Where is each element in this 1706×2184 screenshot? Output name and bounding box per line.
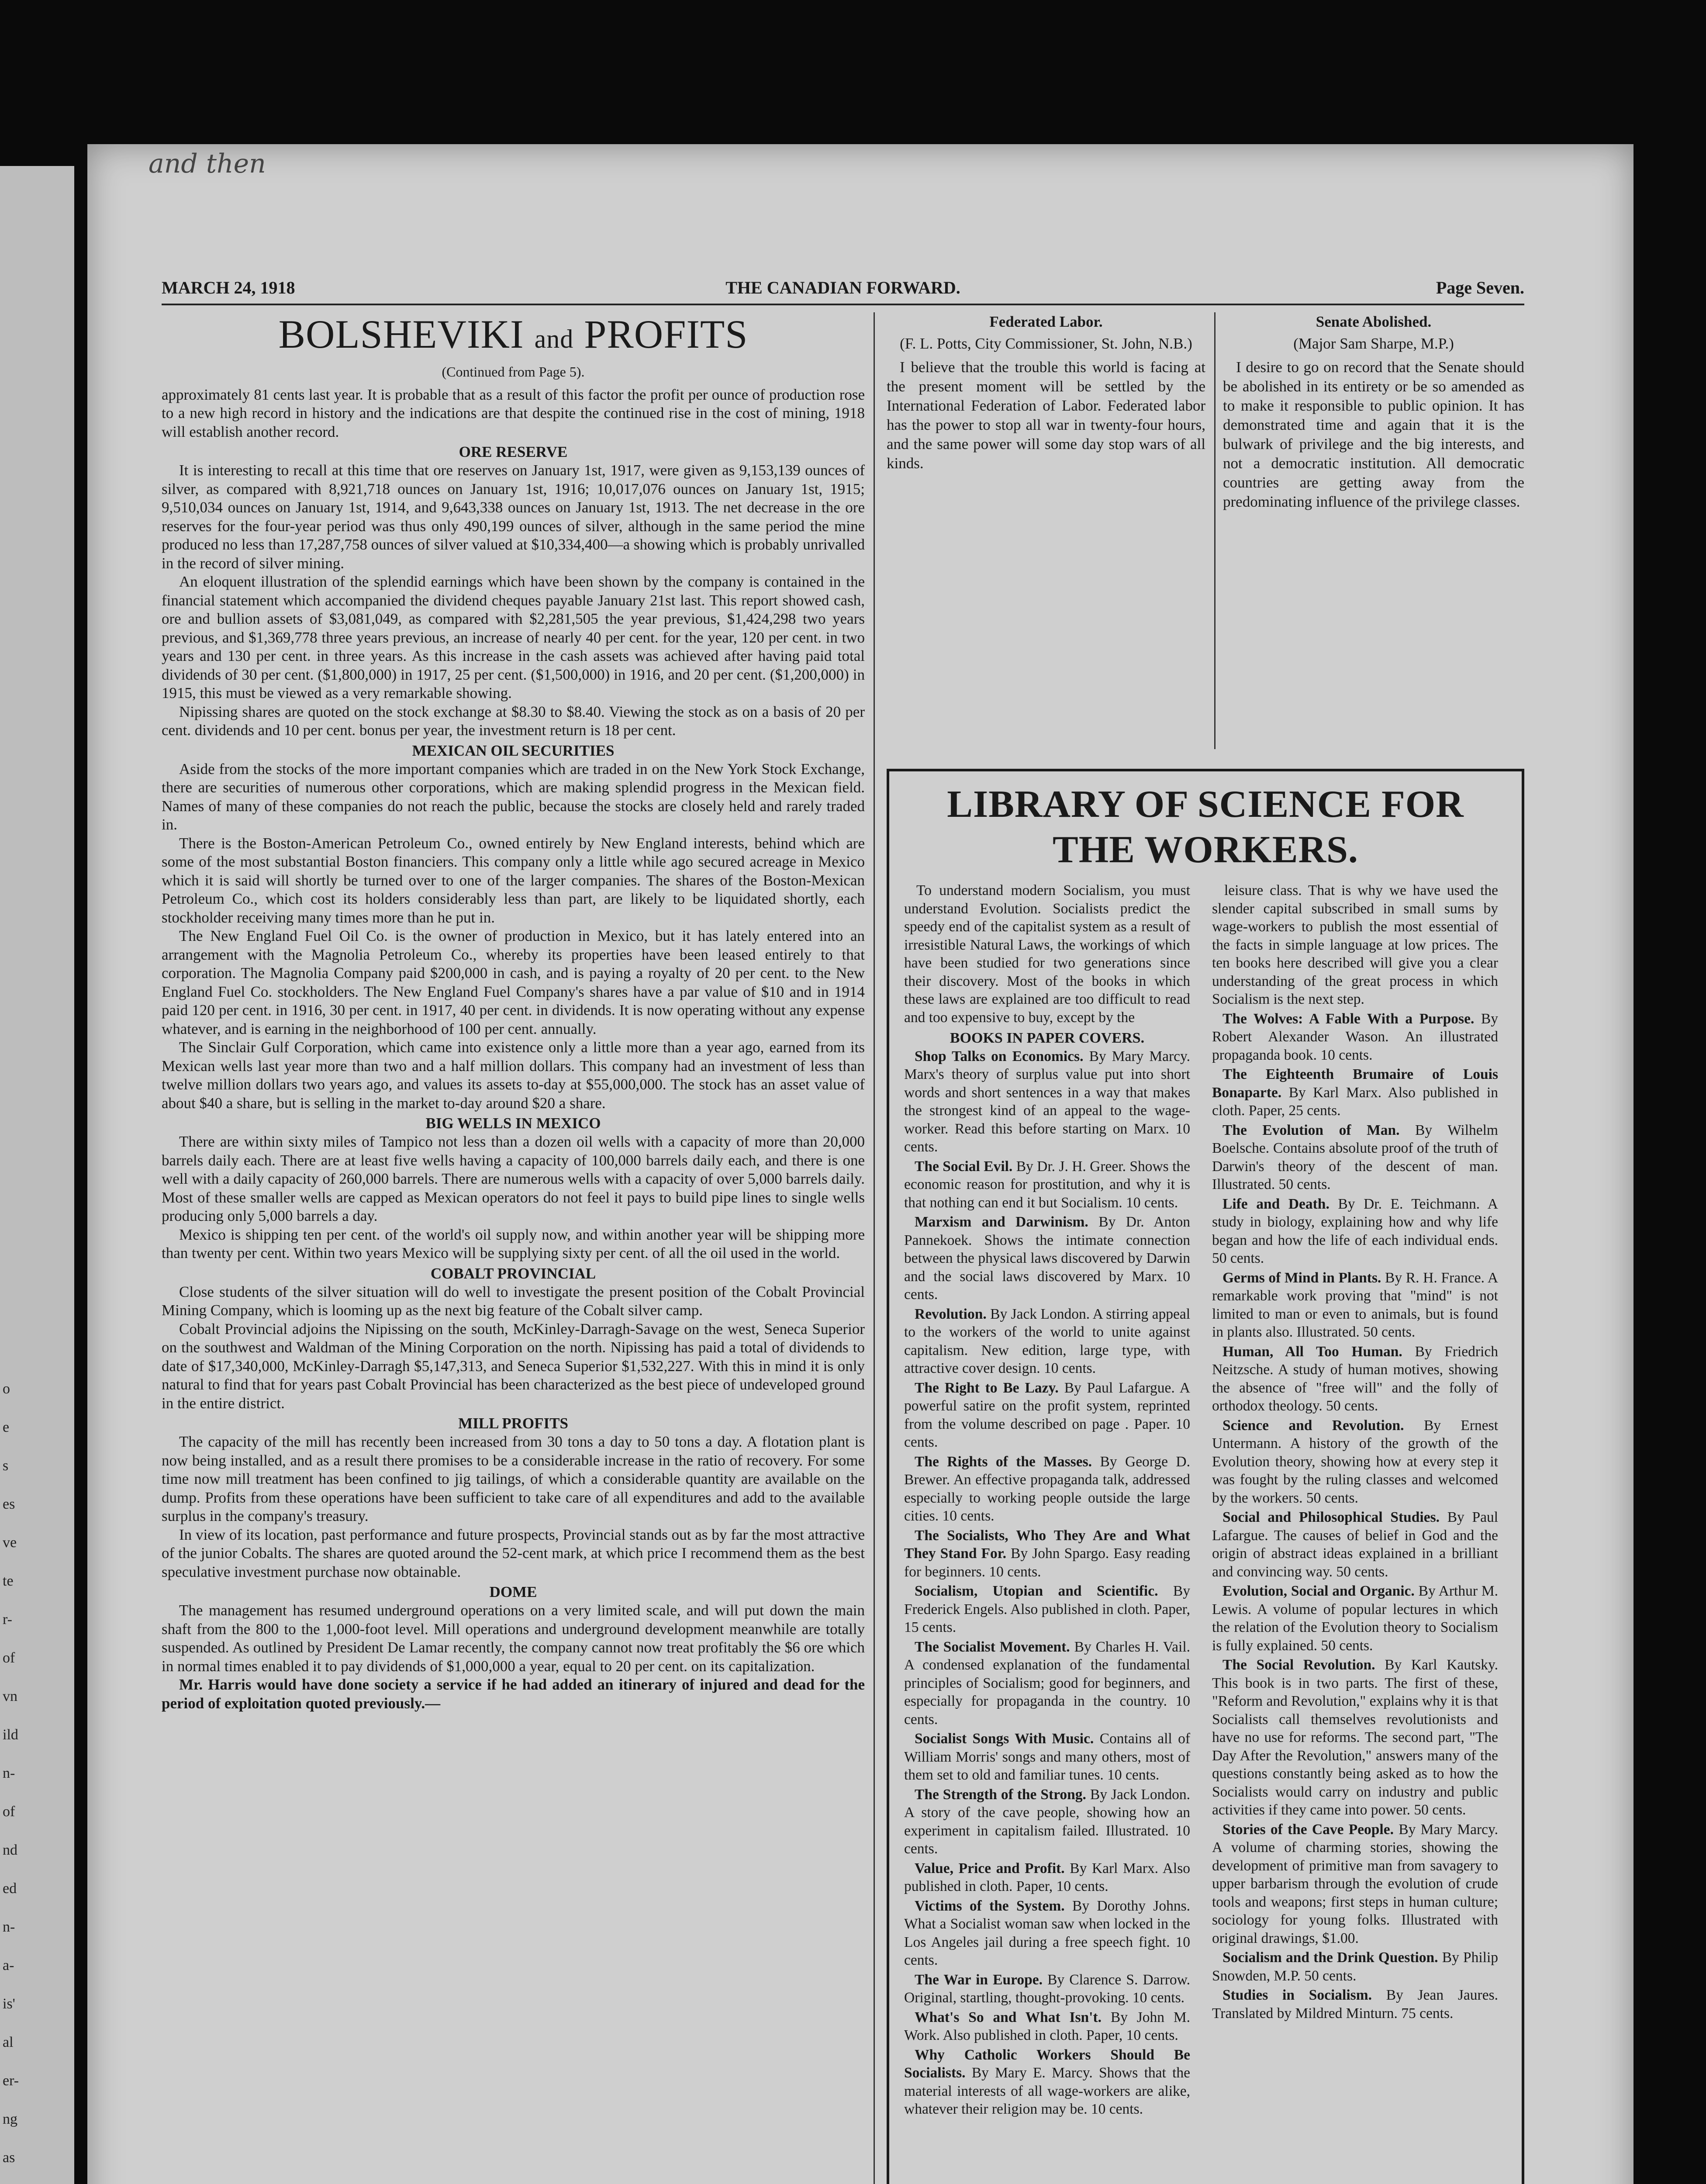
paragraph: The management has resumed underground operations on a very limited scale, and will put down the main shaft from the 800 to the 1,000-foot level. Mill operations and underground development meanwhile are totally suspended. As outlined by President De Lamar recently, the company cannot now treat profitably the $6 ore which in normal times enabled it to pay dividends of $1,000,000 a year, equal to 20 per cent. on its capitalization. bbox=[162, 1602, 865, 1675]
bolsheviki-article bbox=[162, 312, 865, 1713]
page-number: Page Seven. bbox=[1436, 278, 1524, 297]
margin-fragment: er- bbox=[3, 2073, 19, 2089]
book-title: Socialist Songs With Music. bbox=[915, 1731, 1094, 1747]
book-description: Contains all of William Morris' songs and many others, most of them set to old and familiar tunes. 10 cents. bbox=[904, 1731, 1190, 1783]
book-entry bbox=[904, 1786, 1190, 1858]
paragraph: I desire to go on record that the Senate should be abolished in its entirety or be so amended as to make it responsible to public opinion. It has demonstrated time and again that it is the bulwark of privilege and the big interests, and not a democratic institution. All democratic countries are getting away from the predominating influence of the privilege classes. bbox=[1223, 359, 1524, 510]
handwritten-note: and then bbox=[148, 149, 266, 179]
book-title: The War in Europe. bbox=[915, 1971, 1043, 1988]
book-title: The Rights of the Masses. bbox=[915, 1453, 1092, 1470]
book-title: Studies in Socialism. bbox=[1223, 1987, 1372, 2003]
book-title: The Wolves: A Fable With a Purpose. bbox=[1223, 1010, 1475, 1027]
newspaper-page bbox=[87, 144, 1633, 2184]
continued-note: (Continued from Page 5). bbox=[442, 364, 585, 380]
paragraph: An eloquent illustration of the splendid earnings which have been shown by the company is contained in the financial statement which accompanied the dividend cheques payable January 21st last. This report showed cash, ore and bullion assets of $3,081,049, as compared with $2,281,505 the year previous, $1,424,298 two years previous, and $1,369,778 three years previous, an increase of nearly 40 per cent. for the year, 120 per cent. in two years and 130 per cent. in three years. As this increase in the cash assets was achieved after having paid total dividends of 30 per cent. ($1,800,000) in 1917, 25 per cent. ($1,500,000) in 1916, and 20 per cent. ($1,200,000) in 1915, this must be viewed as a very remarkable showing. bbox=[162, 573, 865, 702]
book-description: By Paul Lafargue. A powerful satire on the profit system, reprinted from the volume described on page . Paper. 10 cents. bbox=[904, 1379, 1190, 1450]
book-description: By Jean Jaures. Translated by Mildred Minturn. 75 cents. bbox=[1212, 1987, 1498, 2022]
book-description: By Frederick Engels. Also published in cloth. Paper, 15 cents. bbox=[904, 1583, 1190, 1635]
book-title: The Evolution of Man. bbox=[1223, 1122, 1400, 1138]
book-description: By Dr. J. H. Greer. Shows the economic reason for prostitution, and why it is that nothing can end it but Socialism. 10 cents. bbox=[904, 1158, 1190, 1211]
margin-fragment: ve bbox=[3, 1534, 17, 1551]
book-title: The Social Evil. bbox=[915, 1158, 1013, 1175]
book-title: Victims of the System. bbox=[915, 1897, 1065, 1914]
book-entry bbox=[1212, 1343, 1498, 1415]
book-title: Stories of the Cave People. bbox=[1223, 1821, 1394, 1838]
book-description: By R. H. France. A remarkable work proving that "mind" is not limited to man or even to animals, but is found in plants also. Illustrated. 50 cents. bbox=[1212, 1269, 1499, 1340]
book-entry bbox=[1212, 1582, 1498, 1655]
section-heading: COBALT PROVINCIAL bbox=[430, 1265, 596, 1282]
margin-fragment: ild bbox=[3, 1727, 18, 1743]
book-entry bbox=[904, 1527, 1190, 1581]
paragraph: Mr. Harris would have done society a service if he had added an itinerary of injured and dead for the period of exploitation quoted previously.— bbox=[162, 1676, 865, 1712]
book-entry bbox=[1212, 1195, 1498, 1268]
book-title: Life and Death. bbox=[1223, 1196, 1330, 1212]
masthead bbox=[162, 277, 1524, 305]
intro-paragraph: To understand modern Socialism, you must understand Evolution. Socialists predict the speedy end of the capitalist system as a result of irresistible Natural Laws, the workings of which have been studied for two generations since their discovery. Most of the books in which these laws are explained are too difficult to read and too expensive to buy, except by the bbox=[904, 882, 1190, 1026]
book-description: By Jack London. A story of the cave people, showing how an experiment in capitalism failed. Illustrated. 10 cents. bbox=[904, 1786, 1190, 1857]
book-title: Evolution, Social and Organic. bbox=[1223, 1583, 1415, 1599]
margin-fragment: vn bbox=[3, 1688, 17, 1704]
book-entry bbox=[904, 1158, 1190, 1212]
library-column-right bbox=[1212, 881, 1498, 2024]
book-description: By Charles H. Vail. A condensed explanation of the fundamental principles of Socialism; good for beginners, and especially for propaganda in the country. 10 cents. bbox=[904, 1638, 1191, 1728]
book-entry bbox=[1212, 1949, 1498, 1985]
book-title: The Eighteenth Brumaire of Louis Bonaparte. bbox=[1212, 1066, 1498, 1101]
paragraph: Nipissing shares are quoted on the stock exchange at $8.30 to $8.40. Viewing the stock as on a basis of 20 per cent. dividends and 10 per cent. bonus per year, the investment return is 18 per cent. bbox=[162, 703, 865, 739]
paragraph: Cobalt Provincial adjoins the Nipissing on the south, McKinley-Darragh-Savage on the west, Seneca Superior on the southwest and Waldman of the Mining Corporation on the north. Nipissing has paid a total of dividends to date of $17,340,000, McKinley-Darragh $5,147,313, and Seneca Superior $1,532,227. With this in mind it is only natural to find that for years past Cobalt Provincial has been characterized as the best piece of undeveloped ground in the entire district. bbox=[162, 1320, 865, 1412]
book-title: Why Catholic Workers Should Be Socialists. bbox=[904, 2046, 1190, 2081]
paragraph: It is interesting to recall at this time that ore reserves on January 1st, 1917, were given as 9,153,139 ounces of silver, as compared with 8,921,718 ounces on January 1st, 1916; 10,017,076 ounces on January 1st, 1915; 9,510,034 ounces on January 1st, 1914, and 9,643,338 ounces on January 1st, 1913. The net decrease in the ore reserves for the four-year period was thus only 490,199 ounces of silver, although in the same period the mine produced no less than 17,287,758 ounces of silver valued at $10,334,400—a showing which is probably unrivalled in the record of silver mining. bbox=[162, 462, 865, 572]
section-heading: MILL PROFITS bbox=[458, 1415, 568, 1432]
library-title: LIBRARY OF SCIENCE FOR THE WORKERS. bbox=[947, 783, 1464, 871]
book-entry bbox=[904, 2008, 1190, 2045]
book-description: By Clarence S. Darrow. Original, startling, thought-provoking. 10 cents. bbox=[904, 1971, 1190, 2006]
paragraph: In view of its location, past performance and future prospects, Provincial stands out as by far the most attractive of the junior Cobalts. The shares are quoted around the 52-cent mark, at which price I recommend them as the best speculative investment purchase now obtainable. bbox=[162, 1526, 865, 1580]
margin-fragment: e bbox=[3, 1419, 10, 1435]
book-title: Marxism and Darwinism. bbox=[915, 1214, 1088, 1230]
book-entry bbox=[1212, 1986, 1498, 2022]
book-description: By Mary Marcy. A volume of charming stories, showing the development of primitive man from savagery to upper barbarism through the evolution of crude tools and weapons; first steps in human culture; sociology for young folks. Illustrated with original drawings, $1.00. bbox=[1212, 1821, 1499, 1946]
book-entry bbox=[904, 1379, 1190, 1451]
book-description: By Wilhelm Boelsche. Contains absolute proof of the truth of Darwin's theory of the descent of man. Illustrated. 50 cents. bbox=[1212, 1122, 1498, 1192]
paper-name: THE CANADIAN FORWARD. bbox=[725, 278, 960, 297]
book-title: Socialism, Utopian and Scientific. bbox=[915, 1583, 1158, 1599]
margin-fragment: ed bbox=[3, 1880, 17, 1897]
book-entry bbox=[1212, 1121, 1498, 1194]
book-description: By Dr. Anton Pannekoek. Shows the intimate connection between the physical laws discovered by Darwin and the social laws discovered by Marx. 10 cents. bbox=[904, 1214, 1191, 1303]
margin-fragment: a- bbox=[3, 1957, 14, 1973]
paragraph: Aside from the stocks of the more important companies which are traded in on the New York Stock Exchange, there are securities of numerous other corporations, which are making splendid progress in the Mexican field. Names of many of these companies do not reach the public, because the stocks are closely held and rarely traded in. bbox=[162, 760, 865, 833]
book-entry bbox=[904, 1047, 1190, 1156]
section-heading: BOOKS IN PAPER COVERS. bbox=[950, 1030, 1145, 1046]
book-description: By Arthur M. Lewis. A volume of popular lectures in which the relation of the Evolution theory to Socialism is fully explained. 50 cents. bbox=[1212, 1583, 1498, 1654]
book-description: By Karl Marx. Also published in cloth. Paper, 10 cents. bbox=[904, 1860, 1191, 1894]
federated-labor-item bbox=[887, 312, 1205, 473]
book-title: Human, All Too Human. bbox=[1223, 1343, 1402, 1360]
book-entry bbox=[1212, 1656, 1498, 1819]
book-description: By George D. Brewer. An effective propaganda talk, addressed especially to working people outside the large cities. 10 cents. bbox=[904, 1453, 1190, 1524]
paragraph: Mexico is shipping ten per cent. of the world's oil supply now, and within another year will be shipping more than twenty per cent. Within two years Mexico will be supplying sixty per cent. of all the oil used in the world. bbox=[162, 1226, 865, 1261]
margin-fragment: of bbox=[3, 1650, 15, 1666]
paragraph: I believe that the trouble this world is facing at the present moment will be settled by the International Federation of Labor. Federated labor has the power to stop all war in twenty-four hours, and the same power will some day stop wars of all kinds. bbox=[887, 359, 1205, 472]
book-entry bbox=[1212, 1065, 1498, 1120]
book-title: Shop Talks on Economics. bbox=[915, 1048, 1084, 1064]
library-column-left bbox=[904, 881, 1190, 2120]
item-title: Senate Abolished. bbox=[1316, 313, 1432, 330]
book-description: By Philip Snowden, M.P. 50 cents. bbox=[1212, 1949, 1499, 1984]
book-entry bbox=[1212, 1417, 1498, 1507]
book-title: Germs of Mind in Plants. bbox=[1223, 1269, 1381, 1286]
book-title: Social and Philosophical Studies. bbox=[1223, 1509, 1440, 1525]
margin-fragment: of bbox=[3, 1804, 15, 1820]
book-title: Socialism and the Drink Question. bbox=[1223, 1949, 1438, 1966]
margin-fragment: is' bbox=[3, 1996, 15, 2012]
book-entry bbox=[904, 1305, 1190, 1378]
book-description: By Dorothy Johns. What a Socialist woman saw when locked in the Los Angeles jail during a free speech fight. 10 cents. bbox=[904, 1897, 1191, 1968]
book-description: By Dr. E. Teichmann. A study in biology, explaining how and why life began and how the life of each individual ends. 50 cents. bbox=[1212, 1196, 1498, 1266]
book-title: The Socialist Movement. bbox=[915, 1638, 1070, 1655]
section-heading: BIG WELLS IN MEXICO bbox=[425, 1115, 601, 1132]
column-divider bbox=[874, 312, 875, 2184]
paragraph: There is the Boston-American Petroleum Co., owned entirely by New England interests, behind which are some of the most substantial Boston financiers. This company only a little while ago secured acreage in Mexico which it is said will shortly be turned over to one of the larger companies. The shares of the Boston-Mexican Petroleum Co., which cost its holders considerably less than part, are likely to be liquidated shortly, each stockholder receiving many times more than he put in. bbox=[162, 834, 865, 926]
book-title: Revolution. bbox=[915, 1306, 987, 1322]
margin-fragment: te bbox=[3, 1573, 14, 1589]
paragraph: Close students of the silver situation will do well to investigate the present position of the Cobalt Provincial Mining Company, which is looming up as the next big feature of the Cobalt silver camp. bbox=[162, 1283, 865, 1319]
book-entry bbox=[904, 1638, 1190, 1729]
byline: (F. L. Potts, City Commissioner, St. John, N.B.) bbox=[900, 335, 1192, 352]
book-description: By Karl Marx. Also published in cloth. Paper, 25 cents. bbox=[1212, 1084, 1499, 1119]
paragraph: approximately 81 cents last year. It is probable that as a result of this factor the profit per ounce of production rose to a new high record in history and the indications are that despite the continued rise in the cost of mining, 1918 will establish another record. bbox=[162, 386, 865, 440]
book-title: The Right to Be Lazy. bbox=[915, 1379, 1059, 1396]
book-title: Science and Revolution. bbox=[1223, 1417, 1404, 1434]
book-entry bbox=[1212, 1821, 1498, 1948]
section-heading: ORE RESERVE bbox=[459, 443, 568, 460]
book-entry bbox=[904, 1453, 1190, 1525]
book-entry bbox=[904, 2046, 1190, 2118]
issue-date: MARCH 24, 1918 bbox=[162, 278, 295, 297]
book-description: By Friedrich Neitzsche. A study of human motives, showing the absence of "free will" and the folly of orthodox theology. 50 cents. bbox=[1212, 1343, 1498, 1414]
paragraph: There are within sixty miles of Tampico not less than a dozen oil wells with a capacity of more than 20,000 barrels daily each. There are at least five wells having a capacity of 100,000 barrels daily each, and there is one well with a daily capacity of 260,000 barrels. There are numerous wells with a capacity of over 5,000 barrels daily. Most of these smaller wells are capped as Mexican operators do not feel it pays to build pipe lines to single wells producing only 5,000 barrels a day. bbox=[162, 1133, 865, 1224]
book-title: What's So and What Isn't. bbox=[915, 2009, 1102, 2025]
book-description: By Ernest Untermann. A history of the growth of the Evolution theory, showing how at every step it was fought by the ruling classes and welcomed by the workers. 50 cents. bbox=[1212, 1417, 1498, 1506]
margin-fragment: o bbox=[3, 1381, 10, 1397]
item-title: Federated Labor. bbox=[989, 313, 1103, 330]
book-entry bbox=[904, 1213, 1190, 1304]
book-description: By Paul Lafargue. The causes of belief in God and the origin of abstract ideas explained in a brilliant and convincing way. 50 cents. bbox=[1212, 1509, 1499, 1580]
paragraph: The capacity of the mill has recently been increased from 30 tons a day to 50 tons a day. A flotation plant is now being installed, and as a result there promises to be a considerable increase in the ratio of recovery. For some time now mill treatment has been confined to jig tailings, of which a considerable quantity are available on the dump. Profits from these operations have been sufficient to take care of all expenditures and add to the available surplus in the company's treasury. bbox=[162, 1433, 865, 1524]
book-description: By John Spargo. Easy reading for beginners. 10 cents. bbox=[904, 1545, 1191, 1580]
book-entry bbox=[904, 1730, 1190, 1784]
book-description: By Jack London. A stirring appeal to the workers of the world to unite against capitalism. New edition, large type, with attractive cover design. 10 cents. bbox=[904, 1306, 1191, 1376]
book-description: By John M. Work. Also published in cloth. Paper, 10 cents. bbox=[904, 2009, 1191, 2043]
margin-fragment: es bbox=[3, 1496, 15, 1512]
book-description: By Mary E. Marcy. Shows that the material interests of all wage-workers are alike, whatever their religion may be. 10 cents. bbox=[904, 2065, 1190, 2117]
book-entry bbox=[1212, 1010, 1498, 1064]
margin-fragment: s bbox=[3, 1458, 9, 1474]
book-entry bbox=[904, 1897, 1190, 1970]
paragraph: The Sinclair Gulf Corporation, which came into existence only a little more than a year ago, earned from its Mexican wells last year more than two and a half million dollars. This company had an investment of less than twelve million dollars two years ago, and values its assets to-day at $55,000,000. The stock has an asset value of about $40 a share, but is selling in the market to-day around $20 a share. bbox=[162, 1039, 865, 1112]
section-heading: MEXICAN OIL SECURITIES bbox=[412, 742, 615, 759]
article-title: BOLSHEVIKI and PROFITS bbox=[278, 312, 748, 356]
margin-fragment: nd bbox=[3, 1842, 17, 1858]
book-entry bbox=[1212, 1269, 1498, 1341]
book-description: By Robert Alexander Wason. An illustrated propaganda book. 10 cents. bbox=[1212, 1010, 1499, 1063]
margin-fragment: al bbox=[3, 2034, 14, 2050]
column-divider bbox=[1214, 312, 1216, 749]
margin-fragment: as bbox=[3, 2149, 15, 2166]
senate-abolished-item bbox=[1223, 312, 1524, 511]
book-title: The Socialists, Who They Are and What They Stand For. bbox=[904, 1527, 1190, 1562]
book-title: The Strength of the Strong. bbox=[915, 1786, 1086, 1803]
paragraph: The New England Fuel Oil Co. is the owner of production in Mexico, but it has lately entered into an arrangement with the Magnolia Petroleum Co., whereby its properties have been leased entirely to that corporation. The Magnolia Company paid $200,000 in cash, and is paying a royalty of 20 per cent. to the New England Fuel Co. stockholders. The New England Fuel Company's shares have a par value of $10 and in 1914 paid 120 per cent. in 1916, 30 per cent. in 1917, 40 per cent. in dividends. It is now operating without any expense whatever, and is earning in the neighborhood of 100 per cent. annually. bbox=[162, 927, 865, 1037]
margin-fragment: n- bbox=[3, 1919, 15, 1935]
book-entry bbox=[904, 1971, 1190, 2007]
book-title: The Social Revolution. bbox=[1223, 1657, 1375, 1673]
book-title: Value, Price and Profit. bbox=[915, 1860, 1065, 1876]
library-advertisement bbox=[887, 769, 1524, 2184]
book-description: By Karl Kautsky. This book is in two parts. The first of these, "Reform and Revolution," explains why it is that Socialists call themselves revolutionists and have no use for reforms. The second part, "The Day After the Revolution," answers many of the questions constantly being asked as to how the Socialists would carry on industry and public activities if they came into power. 50 cents. bbox=[1212, 1657, 1498, 1818]
section-heading: DOME bbox=[489, 1583, 537, 1600]
byline: (Major Sam Sharpe, M.P.) bbox=[1293, 335, 1454, 352]
book-description: By Mary Marcy. Marx's theory of surplus value put into short words and short sentences in a way that makes the strongest kind of an appeal to the wage-worker. Read this before starting on Marx. 10 cents. bbox=[904, 1048, 1190, 1155]
book-entry bbox=[1212, 1508, 1498, 1581]
intro-paragraph: leisure class. That is why we have used the slender capital subscribed in small sums by wage-workers to publish the most essential of the facts in simple language at low prices. The ten books here described will give you a clear understanding of the great process in which Socialism is the next step. bbox=[1212, 882, 1498, 1007]
book-entry bbox=[904, 1859, 1190, 1896]
book-entry bbox=[904, 1582, 1190, 1637]
margin-fragment: n- bbox=[3, 1765, 15, 1781]
margin-fragment: ng bbox=[3, 2111, 17, 2127]
margin-fragment: r- bbox=[3, 1611, 12, 1628]
adjacent-page-strip bbox=[0, 166, 74, 2184]
